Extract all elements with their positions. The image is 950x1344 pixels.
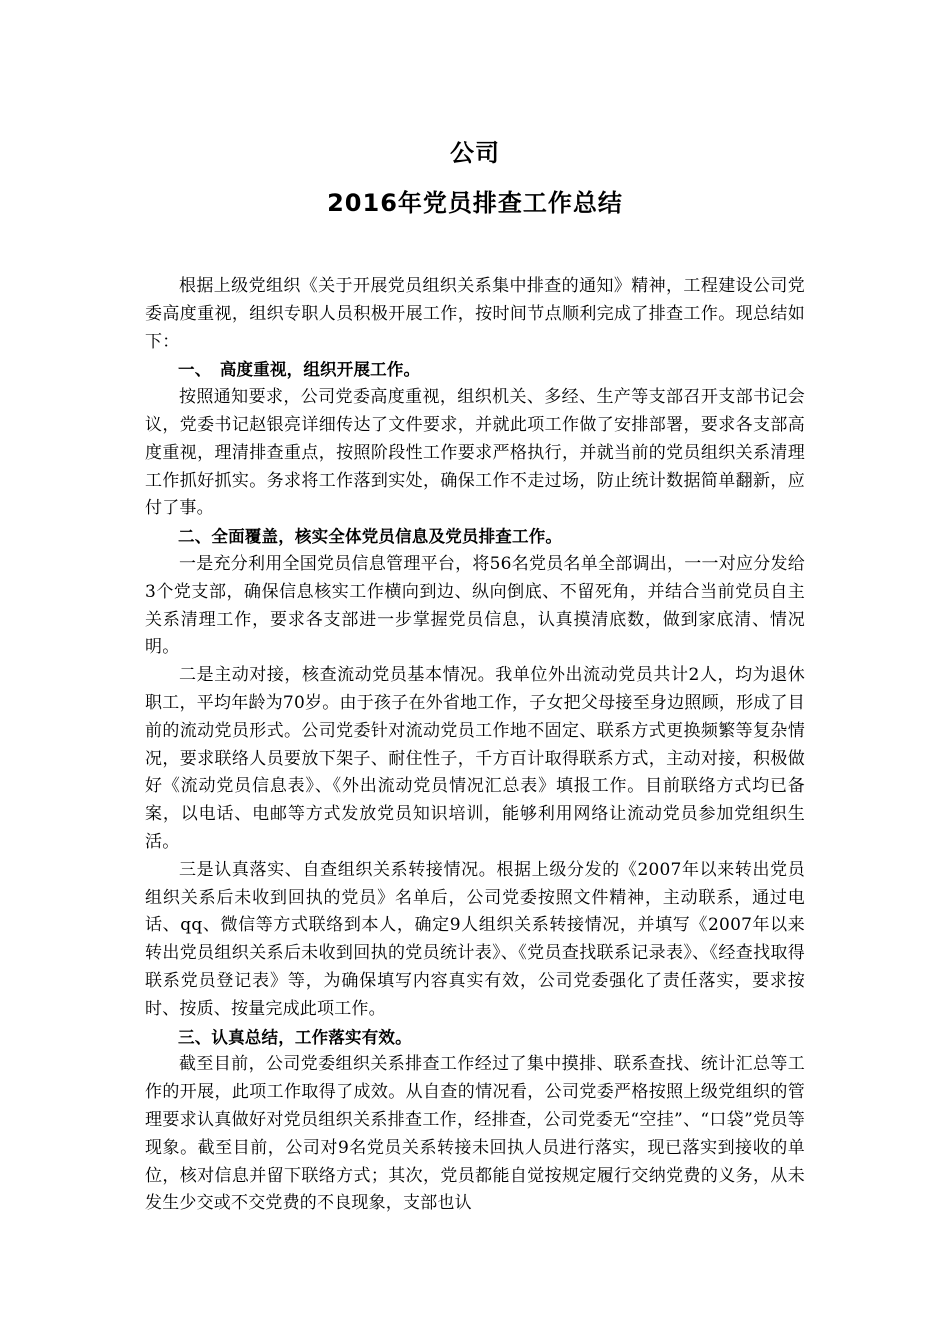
company-heading: 公司 [450, 139, 500, 167]
body-paragraph: 按照通知要求，公司党委高度重视，组织机关、多经、生产等支部召开支部书记会议，党委书记赵银亮详细传达了文件要求，并就此项工作做了安排部署，要求各支部高度重视，理清排查重点，按照阶段性工作要求严格执行，并就当前的党员组织关系清理工作抓好抓实。务求将工作落到实处，确保工作不走过场，防止统计数据简单翻新，应付了事。 [145, 387, 805, 519]
section-heading-1: 一、 高度重视，组织开展工作。 [178, 360, 421, 380]
section-heading-2: 二、全面覆盖，核实全体党员信息及党员排查工作。 [178, 527, 563, 547]
body-paragraph: 一是充分利用全国党员信息管理平台，将56名党员名单全部调出，一一对应分发给3个党支部，确保信息核实工作横向到边、纵向倒底、不留死角，并结合当前党员自主关系清理工作，要求各支部进一步掌握党员信息，认真摸清底数，做到家底清、情况明。 [145, 553, 805, 658]
body-paragraph: 截至目前，公司党委组织关系排查工作经过了集中摸排、联系查找、统计汇总等工作的开展，此项工作取得了成效。从自查的情况看，公司党委严格按照上级党组织的管理要求认真做好对党员组织关系排查工作，经排查，公司党委无“空挂”、“口袋”党员等现象。截至目前，公司对9名党员关系转接未回执人员进行落实，现已落实到接收的单位，核对信息并留下联络方式；其次，党员都能自觉按规定履行交纳党费的义务，从未发生少交或不交党费的不良现象，支部也认 [145, 1054, 805, 1214]
document-title: 2016年党员排查工作总结 [327, 189, 623, 217]
section-heading-3: 三、认真总结，工作落实有效。 [178, 1027, 412, 1047]
body-paragraph: 三是认真落实、自查组织关系转接情况。根据上级分发的《2007年以来转出党员组织关系后未收到回执的党员》名单后，公司党委按照文件精神，主动联系，通过电话、qq、微信等方式联络到本人，确定9人组织关系转接情况，并填写《2007年以来转出党员组织关系后未收到回执的党员统计表》、《党员查找联系记录表》、《经查找取得联系党员登记表》等，为确保填写内容真实有效，公司党委强化了责任落实，要求按时、按质、按量完成此项工作。 [145, 859, 805, 1019]
body-paragraph: 二是主动对接，核查流动党员基本情况。我单位外出流动党员共计2人，均为退休职工，平均年龄为70岁。由于孩子在外省地工作，子女把父母接至身边照顾，形成了目前的流动党员形式。公司党委针对流动党员工作地不固定、联系方式更换频繁等复杂情况，要求联络人员要放下架子、耐住性子，千方百计取得联系方式，主动对接，积极做好《流动党员信息表》、《外出流动党员情况汇总表》填报工作。目前联络方式均已备案，以电话、电邮等方式发放党员知识培训，能够利用网络让流动党员参加党组织生活。 [145, 665, 805, 852]
document-body [145, 273, 805, 1218]
intro-paragraph: 根据上级党组织《关于开展党员组织关系集中排查的通知》精神，工程建设公司党委高度重视，组织专职人员积极开展工作，按时间节点顺利完成了排查工作。现总结如下： [145, 276, 805, 352]
